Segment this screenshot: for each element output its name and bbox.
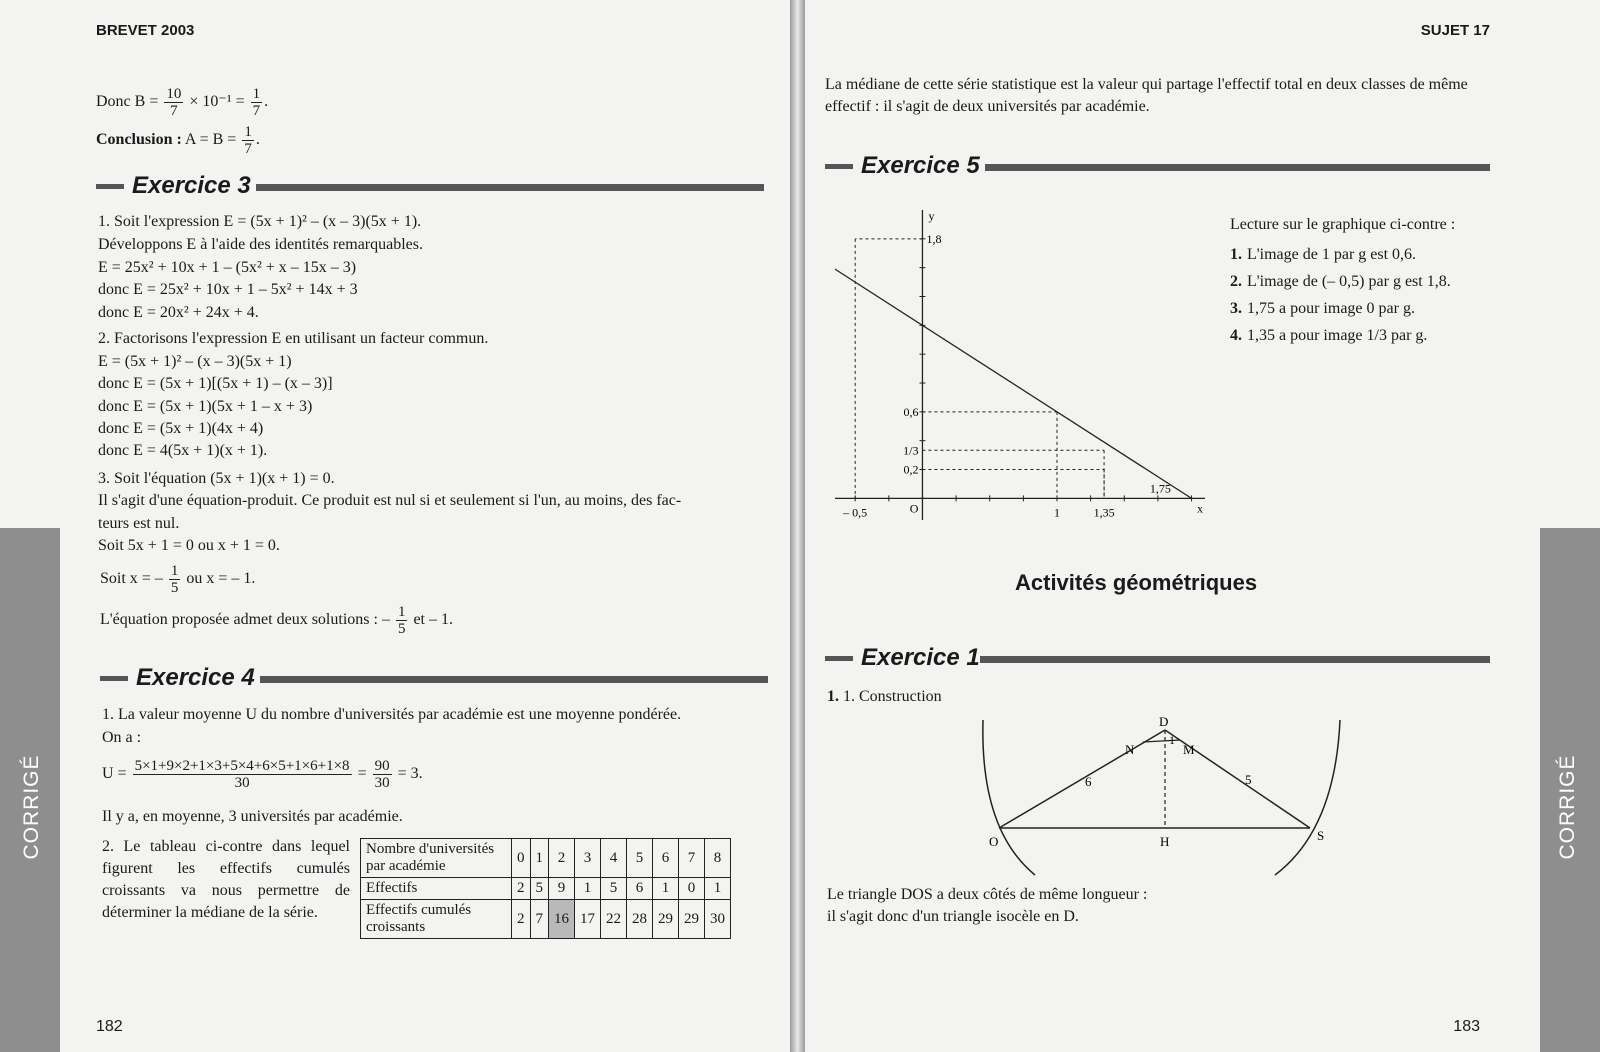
table-cell: 5 xyxy=(601,878,627,900)
label-d: D xyxy=(1159,714,1169,729)
reading-text: 1,75 a pour image 0 par g. xyxy=(1247,300,1415,317)
label-m: M xyxy=(1183,742,1195,757)
table-row: Nombre d'universités par académie 0 1 2 3 4 5 6 7 8 xyxy=(361,839,731,878)
ex3-line: 2. Factorisons l'expression E en utilisant un facteur commun. xyxy=(98,330,489,347)
ex4-line3: Il y a, en moyenne, 3 universités par académie. xyxy=(102,808,403,825)
table-cell: 22 xyxy=(601,900,627,939)
y-axis-label: y xyxy=(928,209,935,223)
x-label-1-75: 1,75 xyxy=(1149,481,1171,496)
book-gutter xyxy=(790,0,805,1052)
x-label-1: 1 xyxy=(1054,505,1060,520)
table-cell: 8 xyxy=(705,839,731,878)
y-label-1-3: 1/3 xyxy=(903,443,919,458)
ex4-line1: 1. La valeur moyenne U du nombre d'universités par académie est une moyenne pondérée. xyxy=(102,706,682,723)
ex3-line: 1. Soit l'expression E = (5x + 1)² – (x – 3)(5x + 1). xyxy=(98,213,422,230)
y-label-0-2: 0,2 xyxy=(903,462,919,477)
table-cell: 30 xyxy=(705,900,731,939)
ex3-line: teurs est nul. xyxy=(98,515,180,532)
mean-formula: U = $\frac{5\times 1+9\times 2+1\times 3+5\times 4+6\times 5+1\times 6+1\times 8}{30}$ = $\frac{90}{30}$ = 3. xyxy=(102,758,423,791)
table-cell: 17 xyxy=(575,900,601,939)
geometry-section-title: Activités géométriques xyxy=(1015,570,1258,595)
table-cell: 2 xyxy=(549,839,575,878)
table-cell: 1 xyxy=(653,878,679,900)
reading-number: 2. xyxy=(1230,273,1242,290)
table-cell: 7 xyxy=(530,900,549,939)
soit-x-line: Soit x = – $\frac{1}{5}$ ou x = – 1. xyxy=(100,563,256,596)
table-cell: 0 xyxy=(679,878,705,900)
origin-label: O xyxy=(909,501,919,516)
triangle-conclusion-1: Le triangle DOS a deux côtés de même longueur : xyxy=(827,886,1148,903)
exercice-5-title: Exercice 5 xyxy=(825,152,1490,180)
function-graph xyxy=(825,200,1225,540)
triangle-conclusion-2: il s'agit donc d'un triangle isocèle en D. xyxy=(827,908,1079,925)
label-n: N xyxy=(1125,742,1135,757)
label-six: 6 xyxy=(1085,774,1092,789)
table-cell: 5 xyxy=(530,878,549,900)
table-cell: 6 xyxy=(653,839,679,878)
y-label-0-6: 0,6 xyxy=(903,404,919,419)
table-cell: 28 xyxy=(627,900,653,939)
ex3-line: Il s'agit d'une équation-produit. Ce produit est nul si et seulement si l'un, au moins, des fac- xyxy=(98,492,682,509)
reading-number: 3. xyxy=(1230,300,1242,317)
reading-number: 4. xyxy=(1230,327,1242,344)
table-cell: 2 xyxy=(512,900,531,939)
table-cell: 4 xyxy=(601,839,627,878)
label-h: H xyxy=(1160,834,1170,849)
ex3-line: donc E = 4(5x + 1)(x + 1). xyxy=(98,442,268,459)
table-cell: 29 xyxy=(653,900,679,939)
function-line xyxy=(835,269,1192,498)
table-row: Effectifs 2 5 9 1 5 6 1 0 1 xyxy=(361,878,731,900)
reading-intro: Lecture sur le graphique ci-contre : xyxy=(1230,216,1456,233)
table-cell: 1 xyxy=(575,878,601,900)
reading-text: L'image de (– 0,5) par g est 1,8. xyxy=(1247,273,1451,290)
ex4-line2: On a : xyxy=(102,729,142,746)
cumulative-table xyxy=(360,838,731,939)
table-cell: 5 xyxy=(627,839,653,878)
ex3-line: donc E = (5x + 1)[(5x + 1) – (x – 3)] xyxy=(98,375,333,392)
right-header: SUJET 17 xyxy=(1420,22,1490,39)
right-page-number: 183 xyxy=(1453,1018,1480,1035)
label-one: 1 xyxy=(1169,733,1175,747)
exercice-4-title: Exercice 4 xyxy=(100,664,768,692)
reading-item xyxy=(1230,271,1451,293)
left-header: BREVET 2003 xyxy=(96,22,195,39)
solutions-line: L'équation proposée admet deux solutions : – $\frac{1}{5}$ et – 1. xyxy=(100,604,453,637)
ex3-line: donc E = (5x + 1)(5x + 1 – x + 3) xyxy=(98,398,313,415)
reading-text: L'image de 1 par g est 0,6. xyxy=(1247,246,1417,263)
donc-b-line: Donc B = $\frac{10}{7}$ × 10⁻¹ = $\frac{1}{7}$ . xyxy=(96,86,269,119)
ex3-line: E = 25x² + 10x + 1 – (5x² + x – 15x – 3) xyxy=(98,259,357,276)
ex3-line: 3. Soit l'équation (5x + 1)(x + 1) = 0. xyxy=(98,470,335,487)
label-five: 5 xyxy=(1245,772,1252,787)
x-label-minus-0-5: – 0,5 xyxy=(843,505,868,520)
left-page xyxy=(0,0,790,1052)
table-cell: 6 xyxy=(627,878,653,900)
table-cell: 9 xyxy=(549,878,575,900)
table-cell: 16 xyxy=(549,900,575,939)
triangle-figure xyxy=(975,710,1345,880)
construction-label: 1. 1. Construction xyxy=(827,688,942,705)
table-row: Effectifs cumulés croissants 2 7 16 17 22 28 29 29 30 xyxy=(361,900,731,939)
table-cell: 3 xyxy=(575,839,601,878)
reading-text: 1,35 a pour image 1/3 par g. xyxy=(1247,327,1428,344)
ex3-line: Développons E à l'aide des identités remarquables. xyxy=(98,236,423,253)
right-side-label: CORRIGÉ xyxy=(1556,754,1579,860)
table-cell: 2 xyxy=(512,878,531,900)
right-page xyxy=(805,0,1600,1052)
reading-item xyxy=(1230,244,1416,266)
median-text: La médiane de cette série statistique est la valeur qui partage l'effectif total en deux classes de même effectif : il s'agit de deux universités par académie. xyxy=(825,76,1468,115)
table-cell: 0 xyxy=(512,839,531,878)
exercice-1-title: Exercice 1 xyxy=(825,644,1490,672)
reading-number: 1. xyxy=(1230,246,1242,263)
x-axis-label: x xyxy=(1197,501,1203,516)
reading-item xyxy=(1230,298,1415,320)
ex3-line: E = (5x + 1)² – (x – 3)(5x + 1) xyxy=(98,353,292,370)
reading-item xyxy=(1230,325,1427,347)
ex3-line: donc E = 20x² + 24x + 4. xyxy=(98,304,259,321)
table-cell: 1 xyxy=(530,839,549,878)
label-s: S xyxy=(1317,828,1325,843)
table-cell: 7 xyxy=(679,839,705,878)
ex4-para2: 2. Le tableau ci-contre dans lequel figurent les effectifs cumulés croissants va nous permettre de déterminer la médiane de la série. xyxy=(102,838,350,921)
ex3-line: donc E = 25x² + 10x + 1 – 5x² + 14x + 3 xyxy=(98,281,358,298)
ex3-line: Soit 5x + 1 = 0 ou x + 1 = 0. xyxy=(98,537,280,554)
y-label-1-8: 1,8 xyxy=(926,231,942,246)
ex3-line: donc E = (5x + 1)(4x + 4) xyxy=(98,420,264,437)
left-page-number: 182 xyxy=(96,1018,123,1035)
x-label-1-35: 1,35 xyxy=(1093,505,1115,520)
left-side-label: CORRIGÉ xyxy=(20,754,43,860)
label-o: O xyxy=(989,834,999,849)
table-cell: 29 xyxy=(679,900,705,939)
exercice-3-title: Exercice 3 xyxy=(96,172,764,200)
table-cell: 1 xyxy=(705,878,731,900)
conclusion-line: Conclusion : A = B = $\frac{1}{7}$ . xyxy=(96,124,260,157)
